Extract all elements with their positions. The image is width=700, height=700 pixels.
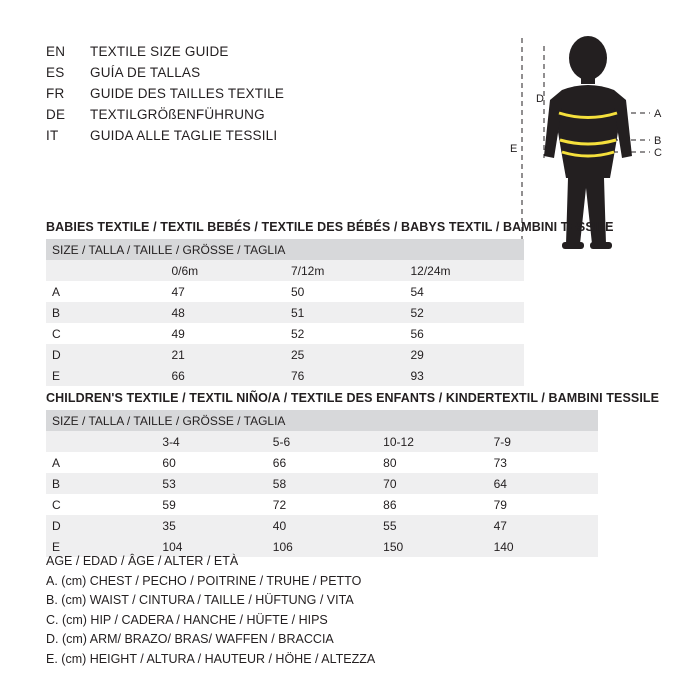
table-row	[46, 344, 524, 365]
children-column-header: 3-4	[156, 431, 266, 452]
table-cell: 64	[488, 473, 598, 494]
language-code: DE	[46, 107, 66, 122]
language-code: IT	[46, 128, 59, 143]
table-row	[46, 494, 598, 515]
table-cell: 73	[488, 452, 598, 473]
table-row	[46, 431, 598, 452]
figure-label-a: A	[654, 108, 662, 120]
table-cell: 66	[166, 365, 286, 386]
legend-line: A. (cm) CHEST / PECHO / POITRINE / TRUHE / PETTO	[46, 573, 362, 588]
children-size-header: SIZE / TALLA / TAILLE / GRÖSSE / TAGLIA	[46, 410, 598, 431]
table-cell: 51	[285, 302, 405, 323]
table-row	[46, 260, 524, 281]
language-text: TEXTILGRÖßENFÜHRUNG	[90, 107, 265, 122]
language-row	[46, 107, 466, 128]
table-cell: 21	[166, 344, 286, 365]
language-text: TEXTILE SIZE GUIDE	[90, 44, 229, 59]
table-cell: 50	[285, 281, 405, 302]
table-cell: 79	[488, 494, 598, 515]
table-cell: 150	[377, 536, 487, 557]
table-cell: 47	[488, 515, 598, 536]
table-row	[46, 473, 598, 494]
children-section-title: CHILDREN'S TEXTILE / TEXTIL NIÑO/A / TEXTILE DES ENFANTS / KINDERTEXTIL / BAMBINI TESSILE	[46, 391, 660, 405]
table-cell: 48	[166, 302, 286, 323]
row-label: E	[46, 365, 166, 386]
table-cell: 52	[285, 323, 405, 344]
children-column-header: 7-9	[488, 431, 598, 452]
babies-section	[46, 220, 654, 386]
table-row	[46, 281, 524, 302]
table-cell: 55	[377, 515, 487, 536]
table-row	[46, 365, 524, 386]
table-cell: 70	[377, 473, 487, 494]
table-cell: 52	[405, 302, 525, 323]
figure-label-b: B	[654, 135, 662, 147]
language-row	[46, 65, 466, 86]
table-cell: 40	[267, 515, 377, 536]
legend-line: AGE / EDAD / ÂGE / ALTER / ETÀ	[46, 554, 239, 568]
language-text: GUIDE DES TAILLES TEXTILE	[90, 86, 285, 101]
table-cell: 60	[156, 452, 266, 473]
table-cell: 72	[267, 494, 377, 515]
table-cell: 140	[488, 536, 598, 557]
table-cell: 66	[267, 452, 377, 473]
children-size-table	[46, 410, 598, 557]
babies-size-header: SIZE / TALLA / TAILLE / GRÖSSE / TAGLIA	[46, 239, 524, 260]
row-label: B	[46, 473, 156, 494]
table-cell	[46, 260, 166, 281]
table-cell: 53	[156, 473, 266, 494]
language-code: FR	[46, 86, 65, 101]
table-row	[46, 515, 598, 536]
table-cell	[46, 431, 156, 452]
row-label: A	[46, 281, 166, 302]
row-label: A	[46, 452, 156, 473]
table-cell: 47	[166, 281, 286, 302]
language-row	[46, 128, 466, 149]
figure-label-c: C	[654, 147, 662, 159]
language-code: ES	[46, 65, 65, 80]
table-row	[46, 302, 524, 323]
babies-column-header: 12/24m	[405, 260, 525, 281]
language-text: GUÍA DE TALLAS	[90, 65, 201, 80]
legend-line: C. (cm) HIP / CADERA / HANCHE / HÜFTE / HIPS	[46, 612, 328, 627]
table-cell: 58	[267, 473, 377, 494]
table-cell: 76	[285, 365, 405, 386]
babies-size-table	[46, 239, 524, 386]
language-row	[46, 86, 466, 107]
table-cell: 56	[405, 323, 525, 344]
babies-section-title: BABIES TEXTILE / TEXTIL BEBÉS / TEXTILE DES BÉBÉS / BABYS TEXTIL / BAMBINI TESSILE	[46, 220, 614, 234]
table-cell: 29	[405, 344, 525, 365]
table-row	[46, 452, 598, 473]
table-cell: 25	[285, 344, 405, 365]
legend-line: E. (cm) HEIGHT / ALTURA / HAUTEUR / HÖHE / ALTEZZA	[46, 651, 376, 666]
figure-label-d: D	[536, 93, 544, 105]
figure-label-e: E	[510, 143, 518, 155]
language-text: GUIDA ALLE TAGLIE TESSILI	[90, 128, 278, 143]
babies-column-header: 7/12m	[285, 260, 405, 281]
table-cell: 104	[156, 536, 266, 557]
row-label: B	[46, 302, 166, 323]
legend-line: B. (cm) WAIST / CINTURA / TAILLE / HÜFTUNG / VITA	[46, 593, 354, 607]
table-cell: 93	[405, 365, 525, 386]
children-column-header: 10-12	[377, 431, 487, 452]
table-cell: 35	[156, 515, 266, 536]
language-code: EN	[46, 44, 66, 59]
table-cell: 59	[156, 494, 266, 515]
row-label: C	[46, 323, 166, 344]
table-cell: 80	[377, 452, 487, 473]
table-cell: 54	[405, 281, 525, 302]
table-row	[46, 323, 524, 344]
row-label: D	[46, 515, 156, 536]
children-section	[46, 391, 660, 557]
table-cell: 86	[377, 494, 487, 515]
language-row	[46, 44, 466, 65]
babies-column-header: 0/6m	[166, 260, 286, 281]
children-column-header: 5-6	[267, 431, 377, 452]
row-label: D	[46, 344, 166, 365]
table-cell: 106	[267, 536, 377, 557]
legend-line: D. (cm) ARM/ BRAZO/ BRAS/ WAFFEN / BRACCIA	[46, 632, 334, 646]
table-cell: 49	[166, 323, 286, 344]
row-label: E	[46, 536, 156, 557]
table-row	[46, 239, 524, 260]
table-row	[46, 410, 598, 431]
measurement-legend	[46, 552, 375, 669]
language-header	[46, 44, 466, 149]
row-label: C	[46, 494, 156, 515]
